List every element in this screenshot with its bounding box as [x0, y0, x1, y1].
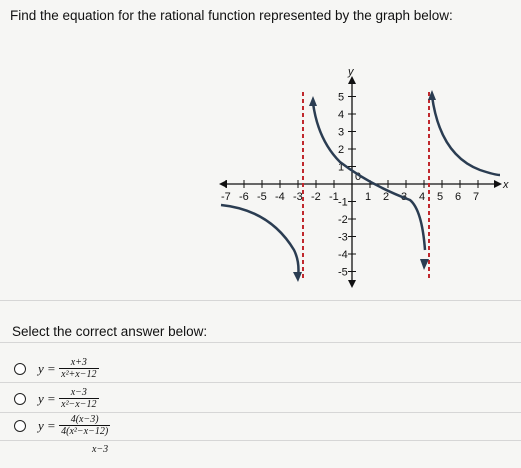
option-denominator: x²−x−12: [61, 399, 97, 410]
curve-middle-bottom-arrow: [420, 259, 429, 270]
y-tick-label: -3: [338, 231, 348, 244]
answer-option-4[interactable]: [30, 444, 110, 455]
answer-option-1[interactable]: [14, 357, 99, 380]
option-denominator: 4(x²−x−12): [61, 426, 109, 437]
y-tick-label: -2: [338, 214, 348, 226]
y-tick-label: 5: [338, 91, 345, 104]
curve-left-arrow: [293, 272, 302, 282]
option-equals: =: [47, 360, 56, 376]
answer-option-3[interactable]: [14, 414, 110, 437]
x-tick-label: 4: [419, 191, 426, 203]
x-tick-label: -1: [329, 191, 339, 203]
option-fraction: [90, 444, 110, 455]
x-tick-label: -4: [275, 191, 285, 203]
y-tick-label: 4: [338, 109, 345, 121]
option-lhs: y: [38, 390, 44, 406]
option-fraction: [59, 387, 98, 410]
question-text: Find the equation for the rational function represented by the graph below:: [10, 8, 453, 23]
divider-option-1: [0, 382, 521, 383]
divider-option-2: [0, 412, 521, 413]
curve-right-branch: [432, 96, 500, 175]
divider-top: [0, 300, 521, 301]
option-lhs: y: [38, 360, 44, 376]
answer-option-2[interactable]: [14, 387, 99, 410]
curve-middle-top-arrow: [309, 96, 317, 106]
prompt-text: Select the correct answer below:: [12, 324, 208, 339]
x-axis-arrow-right: [494, 180, 502, 188]
x-tick-label: 7: [473, 191, 480, 203]
option-numerator: x+3: [70, 357, 87, 368]
divider-prompt: [0, 342, 521, 343]
x-tick-label: -3: [293, 191, 303, 203]
radio-button[interactable]: [14, 363, 26, 375]
x-tick-label: 1: [365, 191, 372, 203]
x-tick-label: 3: [401, 191, 408, 203]
y-tick-label: -4: [338, 249, 348, 261]
y-tick-label: 2: [338, 144, 345, 156]
divider-option-3: [0, 440, 521, 441]
y-tick-label: -5: [338, 266, 348, 279]
option-denominator: x²+x−12: [61, 369, 97, 380]
option-numerator: 4(x−3): [70, 414, 99, 425]
x-tick-label: 2: [383, 191, 390, 203]
option-lhs: y: [38, 417, 44, 433]
x-tick-label: 0: [355, 171, 362, 183]
x-tick-label: 5: [437, 191, 444, 203]
y-tick-label: 1: [338, 161, 345, 174]
radio-button[interactable]: [14, 393, 26, 405]
curve-middle-branch: [313, 103, 425, 250]
option-fraction: [59, 357, 98, 380]
option-fraction: [59, 414, 110, 437]
curve-left-branch: [221, 205, 299, 278]
option-numerator: x−3: [70, 387, 87, 398]
option-equals: =: [47, 390, 56, 406]
x-axis-label: x: [503, 179, 509, 191]
x-tick-label: -2: [311, 191, 321, 203]
y-tick-label: 3: [338, 126, 345, 139]
x-tick-label: 6: [455, 191, 462, 203]
x-tick-label: -6: [239, 191, 249, 203]
x-tick-label: -5: [257, 191, 267, 203]
radio-button[interactable]: [14, 420, 26, 432]
y-tick-label: -1: [338, 196, 348, 209]
option-equals: =: [47, 417, 56, 433]
x-tick-label: -7: [221, 191, 231, 203]
y-axis-label: y: [348, 66, 354, 78]
option-numerator: x−3: [92, 444, 109, 455]
y-axis-arrow-down: [348, 280, 356, 288]
